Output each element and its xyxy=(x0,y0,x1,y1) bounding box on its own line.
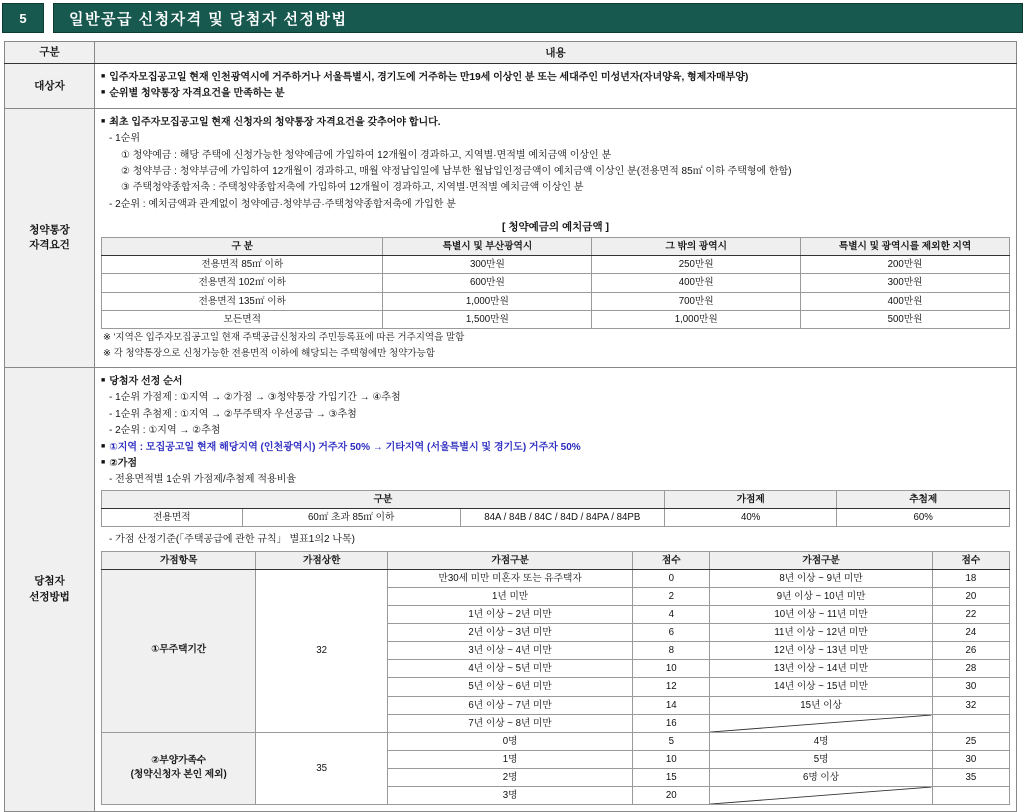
g1-r0-range-b: 4명 xyxy=(710,732,932,750)
rank2-text: 2순위 : 예치금액과 관계없이 청약예금·청약부금·주택청약종합저축에 가입한 분 xyxy=(115,198,456,210)
g0-r5-pts-a: 10 xyxy=(633,660,710,678)
deposit-r3-c2: 1,000만원 xyxy=(592,310,801,328)
g0-r6-pts-a: 12 xyxy=(633,678,710,696)
bankbook-rank1-label: - 1순위 xyxy=(109,133,140,145)
g1-r1-pts-b: 30 xyxy=(932,750,1009,768)
g0-r4-range-b: 12년 이상 ~ 13년 미만 xyxy=(710,642,932,660)
deposit-r0-c3: 200만원 xyxy=(801,256,1010,274)
deposit-r0-c2: 250만원 xyxy=(592,256,801,274)
score-item-dependents-line2: (청약신청자 본인 제외) xyxy=(130,769,227,781)
g0-r2-pts-b: 22 xyxy=(932,606,1009,624)
g1-r1-range-b: 5명 xyxy=(710,750,932,768)
bankbook-rank1-item-1: ① 청약예금 : 해당 주택에 신청가능한 청약예금에 가입하여 12개월이 경과하고, 지역별·면적별 예치금액 이상인 분 xyxy=(121,149,612,161)
selection-gajeom-heading-text: ②가점 xyxy=(109,457,138,469)
rowlabel-selection-line2: 선정방법 xyxy=(29,590,70,603)
bankbook-content xyxy=(95,109,1017,368)
rowlabel-bankbook xyxy=(5,109,95,368)
square-bullet-icon: ■ xyxy=(101,118,106,126)
deposit-r2-c0: 전용면적 135㎡ 이하 xyxy=(102,292,383,310)
ratio-subtitle: - 전용면적별 1순위 가점제/추첨제 적용비율 xyxy=(109,473,297,485)
g1-r3-range-a: 3명 xyxy=(388,786,633,804)
table-header-row xyxy=(5,42,1017,64)
score-col-item: 가점항목 xyxy=(102,551,256,569)
target-bullet-1 xyxy=(101,70,1010,85)
deposit-r3-c3: 500만원 xyxy=(801,310,1010,328)
score-item-homeless-period: ①무주택기간 xyxy=(102,569,256,732)
g0-r1-range-b: 9년 이상 ~ 10년 미만 xyxy=(710,587,932,605)
g0-r6-range-b: 14년 이상 ~ 15년 미만 xyxy=(710,678,932,696)
g0-r2-range-b: 10년 이상 ~ 11년 미만 xyxy=(710,606,932,624)
deposit-r1-c3: 300만원 xyxy=(801,274,1010,292)
deposit-r0-c1: 300만원 xyxy=(383,256,592,274)
selection-gajeom-heading xyxy=(101,456,1010,471)
deposit-col-3: 특별시 및 광역시를 제외한 지역 xyxy=(801,238,1010,256)
selection-order-item-3: - 2순위 : ①지역 → ②추첨 xyxy=(109,425,221,437)
bankbook-rank1-item-2: ② 청약부금 : 청약부금에 가입하여 12개월이 경과하고, 매월 약정납입일에 납부한 월납입인정금액이 예치금액 이상인 분(전용면적 85㎡ 이하 주택형에 한함) xyxy=(121,165,792,177)
ratio-cell-gajeomje-pct: 40% xyxy=(664,509,837,527)
selection-region-text: ①지역 : 모집공고일 현재 해당지역 (인천광역시) 거주자 50% → 기타지역 (서울특별시 및 경기도) 거주자 50% xyxy=(109,441,581,453)
score-cap-homeless-period: 32 xyxy=(256,569,388,732)
rowlabel-target: 대상자 xyxy=(5,64,95,109)
ratio-col-gajeomje: 가점제 xyxy=(664,491,837,509)
square-bullet-icon: ■ xyxy=(101,89,106,97)
g0-r7-pts-a: 14 xyxy=(633,696,710,714)
deposit-r1-c1: 600만원 xyxy=(383,274,592,292)
ratio-col-chuchumje: 추첨제 xyxy=(837,491,1010,509)
ratio-cell-area-label: 전용면적 xyxy=(102,509,243,527)
selection-order-heading xyxy=(101,374,1010,389)
g1-r2-pts-b: 35 xyxy=(932,768,1009,786)
ratio-subtitle-text: 전용면적별 1순위 가점제/추첨제 적용비율 xyxy=(115,473,297,485)
target-line-1: 입주자모집공고일 현재 인천광역시에 거주하거나 서울특별시, 경기도에 거주하는 만19세 이상인 분 또는 세대주인 미성년자(자녀양육, 형제자매부양) xyxy=(109,72,749,84)
g0-r3-pts-b: 24 xyxy=(932,624,1009,642)
bankbook-note-2: ※ 각 청약통장으로 신청가능한 전용면적 이하에 해당되는 주택형에만 청약가능함 xyxy=(103,347,435,359)
deposit-r3-c1: 1,500만원 xyxy=(383,310,592,328)
g1-r0-pts-b: 25 xyxy=(932,732,1009,750)
deposit-r0-c0: 전용면적 85㎡ 이하 xyxy=(102,256,383,274)
selection-order-heading-text: 당첨자 선정 순서 xyxy=(109,376,183,388)
diagonal-strike-icon xyxy=(710,715,931,732)
table-row xyxy=(102,274,1010,292)
g0-r7-pts-b: 32 xyxy=(932,696,1009,714)
score-col-points-b: 점수 xyxy=(932,551,1009,569)
empty-points-cell xyxy=(932,714,1009,732)
deposit-col-2: 그 밖의 광역시 xyxy=(592,238,801,256)
table-row-target xyxy=(5,64,1017,109)
selection-content xyxy=(95,368,1017,812)
ratio-cell-chuchumje-pct: 60% xyxy=(837,509,1010,527)
score-subtitle-text: 가점 산정기준(「주택공급에 관한 규칙」 별표1의2 나목) xyxy=(115,534,355,546)
deposit-r1-c2: 400만원 xyxy=(592,274,801,292)
ratio-cell-unit-types: 84A / 84B / 84C / 84D / 84PA / 84PB xyxy=(460,509,664,527)
ratio-cell-area-range: 60㎡ 초과 85㎡ 이하 xyxy=(242,509,460,527)
g0-r6-pts-b: 30 xyxy=(932,678,1009,696)
bankbook-heading-text: 최초 입주자모집공고일 현재 신청자의 청약통장 자격요건을 갖추어야 합니다. xyxy=(109,117,441,129)
g0-r3-pts-a: 6 xyxy=(633,624,710,642)
g1-r1-range-a: 1명 xyxy=(388,750,633,768)
deposit-col-0: 구 분 xyxy=(102,238,383,256)
g1-r0-range-a: 0명 xyxy=(388,732,633,750)
score-col-points-a: 점수 xyxy=(633,551,710,569)
score-col-cap: 가점상한 xyxy=(256,551,388,569)
table-row xyxy=(102,256,1010,274)
g0-r3-range-a: 2년 이상 ~ 3년 미만 xyxy=(388,624,633,642)
g0-r2-pts-a: 4 xyxy=(633,606,710,624)
order-item-2-text: 1순위 추첨제 : ①지역 → ②무주택자 우선공급 → ③추첨 xyxy=(115,408,357,420)
g0-r1-pts-b: 20 xyxy=(932,587,1009,605)
selection-order-item-1: - 1순위 가점제 : ①지역 → ②가점 → ③청약통장 가입기간 → ④추첨 xyxy=(109,392,401,404)
g1-r1-pts-a: 10 xyxy=(633,750,710,768)
rowlabel-bankbook-line2: 자격요건 xyxy=(29,239,70,252)
ratio-col-division: 구분 xyxy=(102,491,665,509)
deposit-r1-c0: 전용면적 102㎡ 이하 xyxy=(102,274,383,292)
score-cap-dependents: 35 xyxy=(256,732,388,804)
rowlabel-bankbook-line1: 청약통장 xyxy=(29,223,70,236)
g0-r0-range-b: 8년 이상 ~ 9년 미만 xyxy=(710,569,932,587)
g0-r7-range-b: 15년 이상 xyxy=(710,696,932,714)
empty-points-cell xyxy=(932,786,1009,804)
square-bullet-icon: ■ xyxy=(101,377,106,385)
square-bullet-icon: ■ xyxy=(101,73,106,81)
bankbook-rank2-line: - 2순위 : 예치금액과 관계없이 청약예금·청약부금·주택청약종합저축에 가입한 분 xyxy=(109,198,456,210)
bankbook-rank1-item-3: ③ 주택청약종합저축 : 주택청약종합저축에 가입하여 12개월이 경과하고, 지역별·면적별 예치금액 이상인 분 xyxy=(121,181,584,193)
deposit-r2-c3: 400만원 xyxy=(801,292,1010,310)
score-header-row xyxy=(102,551,1010,569)
target-bullet-2 xyxy=(101,86,1010,101)
table-row-selection xyxy=(5,368,1017,812)
target-line-2: 순위별 청약통장 자격요건을 만족하는 분 xyxy=(109,88,285,100)
page-banner xyxy=(2,3,1023,33)
score-item-dependents xyxy=(102,732,256,804)
banner-section-number: 5 xyxy=(2,3,44,33)
g0-r5-range-a: 4년 이상 ~ 5년 미만 xyxy=(388,660,633,678)
ratio-header-row xyxy=(102,491,1010,509)
g0-r0-pts-a: 0 xyxy=(633,569,710,587)
score-item-dependents-line1: ②부양가족수 xyxy=(151,754,207,766)
score-col-range-a: 가점구분 xyxy=(388,551,633,569)
g0-r7-range-a: 6년 이상 ~ 7년 미만 xyxy=(388,696,633,714)
table-row xyxy=(102,509,1010,527)
g0-r2-range-a: 1년 이상 ~ 2년 미만 xyxy=(388,606,633,624)
target-content xyxy=(95,64,1017,109)
deposit-r3-c0: 모든면적 xyxy=(102,310,383,328)
g0-r4-pts-b: 26 xyxy=(932,642,1009,660)
g1-r2-range-a: 2명 xyxy=(388,768,633,786)
g0-r5-pts-b: 28 xyxy=(932,660,1009,678)
g1-r3-pts-a: 20 xyxy=(633,786,710,804)
score-criteria-table xyxy=(101,551,1010,805)
ratio-table xyxy=(101,490,1010,527)
g0-r1-range-a: 1년 미만 xyxy=(388,587,633,605)
square-bullet-icon: ■ xyxy=(101,442,106,450)
square-bullet-icon: ■ xyxy=(101,458,106,466)
spacer xyxy=(101,527,1010,531)
selection-region-line xyxy=(101,440,1010,455)
header-content: 내용 xyxy=(95,42,1017,64)
g0-r8-pts-a: 16 xyxy=(633,714,710,732)
table-row xyxy=(102,569,1010,587)
g0-r3-range-b: 11년 이상 ~ 12년 미만 xyxy=(710,624,932,642)
g0-r4-pts-a: 8 xyxy=(633,642,710,660)
empty-cell-with-diagonal xyxy=(710,714,932,732)
empty-cell-with-diagonal xyxy=(710,786,932,804)
main-content-table xyxy=(4,41,1017,812)
g0-r4-range-a: 3년 이상 ~ 4년 미만 xyxy=(388,642,633,660)
score-col-range-b: 가점구분 xyxy=(710,551,932,569)
order-item-3-text: 2순위 : ①지역 → ②추첨 xyxy=(115,425,221,437)
bankbook-note-1: ※ '지역은 입주자모집공고일 현재 주택공급신청자의 주민등록표에 따른 거주지역을 말함 xyxy=(103,331,465,343)
g1-r2-pts-a: 15 xyxy=(633,768,710,786)
g1-r2-range-b: 6명 이상 xyxy=(710,768,932,786)
order-item-1-text: 1순위 가점제 : ①지역 → ②가점 → ③청약통장 가입기간 → ④추첨 xyxy=(115,392,401,404)
header-division: 구분 xyxy=(5,42,95,64)
g1-r0-pts-a: 5 xyxy=(633,732,710,750)
table-row xyxy=(102,292,1010,310)
g0-r0-range-a: 만30세 미만 미혼자 또는 유주택자 xyxy=(388,569,633,587)
deposit-amount-table xyxy=(101,237,1010,328)
bankbook-heading xyxy=(101,115,1010,130)
selection-order-item-2: - 1순위 추첨제 : ①지역 → ②무주택자 우선공급 → ③추첨 xyxy=(109,408,357,420)
deposit-header-row xyxy=(102,238,1010,256)
score-subtitle: - 가점 산정기준(「주택공급에 관한 규칙」 별표1의2 나목) xyxy=(109,534,355,546)
deposit-col-1: 특별시 및 부산광역시 xyxy=(383,238,592,256)
g0-r0-pts-b: 18 xyxy=(932,569,1009,587)
banner-title: 일반공급 신청자격 및 당첨자 선정방법 xyxy=(53,3,1023,33)
g0-r5-range-b: 13년 이상 ~ 14년 미만 xyxy=(710,660,932,678)
g0-r6-range-a: 5년 이상 ~ 6년 미만 xyxy=(388,678,633,696)
table-row xyxy=(102,310,1010,328)
g0-r1-pts-a: 2 xyxy=(633,587,710,605)
g0-r8-range-a: 7년 이상 ~ 8년 미만 xyxy=(388,714,633,732)
table-row-bankbook xyxy=(5,109,1017,368)
diagonal-strike-icon xyxy=(710,787,931,804)
table-row xyxy=(102,732,1010,750)
rank1-label-text: 1순위 xyxy=(115,133,140,145)
deposit-r2-c2: 700만원 xyxy=(592,292,801,310)
deposit-table-caption: [ 청약예금의 예치금액 ] xyxy=(501,221,610,234)
rowlabel-selection-line1: 당첨자 xyxy=(34,575,65,588)
rowlabel-selection xyxy=(5,368,95,812)
deposit-r2-c1: 1,000만원 xyxy=(383,292,592,310)
